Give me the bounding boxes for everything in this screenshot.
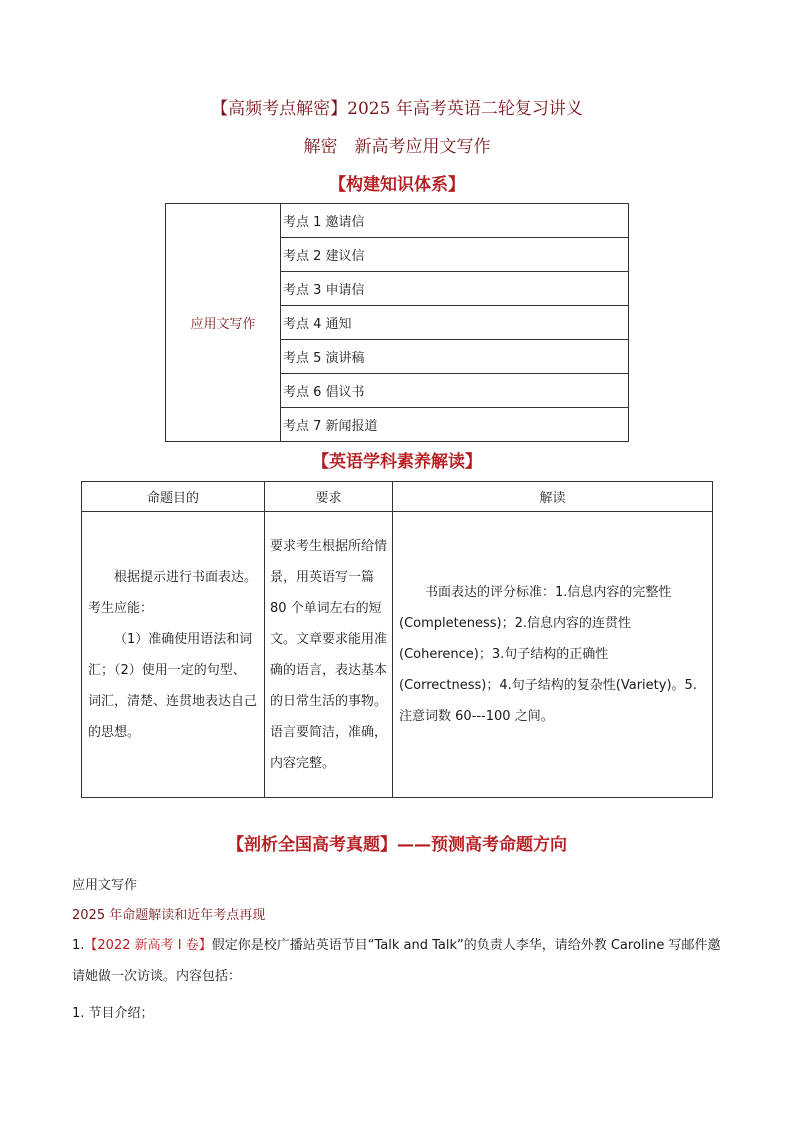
knowledge-item: 考点 5 演讲稿 [281, 340, 629, 374]
knowledge-table [165, 203, 629, 442]
knowledge-item: 考点 6 倡议书 [281, 374, 629, 408]
section-heading-exam: 【剖析全国高考真题】——预测高考命题方向 [227, 835, 567, 855]
purpose-cell [82, 512, 265, 798]
body-subheading: 2025 年命题解读和近年考点再现 [72, 908, 266, 923]
purpose-detail: （1）准确使用语法和词汇；（2）使用一定的句型、词汇，清楚、连贯地表达自己的思想。 [88, 631, 258, 740]
knowledge-item: 考点 7 新闻报道 [281, 408, 629, 442]
purpose-text: 根据提示进行书面表达。考生应能： [88, 569, 258, 616]
question-1 [72, 930, 724, 992]
interpretation-cell: 书面表达的评分标准：1.信息内容的完整性(Completeness)；2.信息内容的连贯性(Coherence)；3.句子结构的正确性(Correctness)；4.句子结构的复杂性(Variety)。5.注意词数 60---100 之间。 [393, 512, 713, 798]
knowledge-item: 考点 2 建议信 [281, 238, 629, 272]
body-category: 应用文写作 [72, 878, 138, 893]
knowledge-item: 考点 1 邀请信 [281, 204, 629, 238]
question-source: 【2022 新高考 I 卷】 [84, 938, 212, 953]
section-heading-literacy: 【英语学科素养解读】 [312, 452, 482, 472]
knowledge-item: 考点 3 申请信 [281, 272, 629, 306]
question-text: 假定你是校广播站英语节目“Talk and Talk”的负责人李华，请给外教 Caroline 写邮件邀请她做一次访谈。内容包括： [72, 938, 721, 984]
column-header-interpretation: 解读 [393, 482, 713, 512]
question-number: 1. [72, 938, 85, 953]
knowledge-item: 考点 4 通知 [281, 306, 629, 340]
title-text: 2025 年高考英语二轮复习讲义 [347, 99, 583, 119]
column-header-purpose: 命题目的 [82, 482, 265, 512]
document-subtitle: 解密 新高考应用文写作 [303, 137, 491, 157]
document-title [0, 94, 794, 119]
requirement-cell: 要求考生根据所给情景，用英语写一篇 80 个单词左右的短文。文章要求能用准确的语言，表达基本的日常生活的事物。语言要简洁，准确，内容完整。 [265, 512, 393, 798]
title-bracket: 【高频考点解密】 [211, 99, 348, 119]
knowledge-category: 应用文写作 [166, 204, 281, 442]
question-item-1: 1. 节目介绍； [72, 1006, 154, 1021]
section-heading-knowledge: 【构建知识体系】 [329, 175, 465, 195]
column-header-requirement: 要求 [265, 482, 393, 512]
literacy-table [81, 481, 713, 798]
